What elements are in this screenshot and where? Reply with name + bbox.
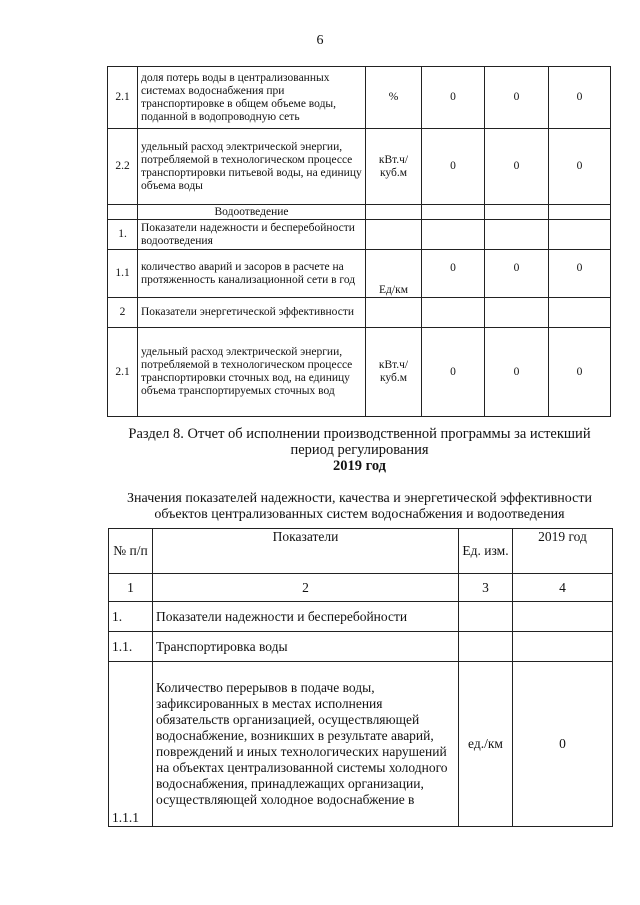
reliability-indicators-table bbox=[108, 528, 613, 827]
value-cell: 0 bbox=[549, 67, 611, 129]
value-cell: 0 bbox=[422, 328, 485, 417]
value-cell: 0 bbox=[485, 129, 549, 205]
indicator-text: Показатели надежности и бесперебойности bbox=[153, 602, 459, 632]
table-row bbox=[109, 602, 613, 632]
row-number: 2 bbox=[108, 298, 138, 328]
indicator-text: Транспортировка воды bbox=[153, 632, 459, 662]
value-cell bbox=[485, 205, 549, 220]
value-cell: 0 bbox=[513, 662, 613, 827]
table-row bbox=[108, 220, 611, 250]
row-number: 1. bbox=[108, 220, 138, 250]
header-num: № п/п bbox=[109, 529, 153, 574]
table-row bbox=[108, 298, 611, 328]
unit-cell bbox=[366, 298, 422, 328]
value-cell bbox=[513, 602, 613, 632]
indicator-text: количество аварий и засоров в расчете на протяженность канализационной сети в год bbox=[138, 250, 366, 298]
value-cell bbox=[549, 298, 611, 328]
table-row bbox=[109, 662, 613, 827]
value-cell: 0 bbox=[485, 328, 549, 417]
row-number: 2.1 bbox=[108, 328, 138, 417]
indicator-text: удельный расход электрической энергии, потребляемой в технологическом процессе транспортировки питьевой воды, на единицу объема воды bbox=[138, 129, 366, 205]
value-cell: 0 bbox=[422, 250, 485, 298]
unit-cell: ед./км bbox=[459, 662, 513, 827]
row-number: 1.1. bbox=[109, 632, 153, 662]
column-number: 2 bbox=[153, 574, 459, 602]
value-cell bbox=[485, 220, 549, 250]
value-cell bbox=[485, 298, 549, 328]
indicator-text: Показатели энергетической эффективности bbox=[138, 298, 366, 328]
indicator-text: Количество перерывов в подаче воды, зафиксированных в местах исполнения обязательств организацией, осуществляющей водоснабжение, возникших в результате аварий, повреждений и иных технологических нарушений на объектах централизованной системы холодного водоснабжения, принадлежащих организации, осуществляющей холодное водоснабжение в bbox=[153, 662, 459, 827]
row-number bbox=[108, 205, 138, 220]
header-indicator: Показатели bbox=[153, 529, 459, 574]
row-number: 1.1 bbox=[108, 250, 138, 298]
section-label: Водоотведение bbox=[138, 205, 366, 220]
row-number: 1. bbox=[109, 602, 153, 632]
column-number: 3 bbox=[459, 574, 513, 602]
section-year: 2019 год bbox=[332, 458, 386, 474]
section-title bbox=[108, 426, 611, 474]
header-row bbox=[109, 529, 613, 574]
value-cell: 0 bbox=[422, 67, 485, 129]
unit-cell bbox=[366, 220, 422, 250]
value-cell: 0 bbox=[549, 129, 611, 205]
table-row bbox=[108, 129, 611, 205]
indicators-table-continued bbox=[107, 66, 611, 417]
table-row bbox=[108, 328, 611, 417]
column-number: 1 bbox=[109, 574, 153, 602]
table-caption: Значения показателей надежности, качества и энергетической эффективности объектов централизованных систем водоснабжения и водоотведения bbox=[127, 491, 592, 522]
table-row bbox=[108, 250, 611, 298]
table-row bbox=[109, 632, 613, 662]
unit-cell: кВт.ч/ куб.м bbox=[366, 129, 422, 205]
value-cell: 0 bbox=[485, 250, 549, 298]
header-year: 2019 год bbox=[513, 529, 613, 574]
value-cell: 0 bbox=[422, 129, 485, 205]
indicator-text: доля потерь воды в централизованных системах водоснабжения при транспортировке в общем объеме воды, поданной в водопроводную сеть bbox=[138, 67, 366, 129]
unit-cell: % bbox=[366, 67, 422, 129]
column-numbers-row bbox=[109, 574, 613, 602]
row-number: 2.2 bbox=[108, 129, 138, 205]
page-number: 6 bbox=[316, 33, 324, 48]
column-number: 4 bbox=[513, 574, 613, 602]
unit-cell bbox=[459, 602, 513, 632]
unit-cell bbox=[459, 632, 513, 662]
unit-cell: кВт.ч/ куб.м bbox=[366, 328, 422, 417]
indicator-text: Показатели надежности и бесперебойности водоотведения bbox=[138, 220, 366, 250]
value-cell bbox=[422, 298, 485, 328]
value-cell bbox=[549, 220, 611, 250]
section-title-text: Раздел 8. Отчет об исполнении производственной программы за истекший период регулирования bbox=[128, 426, 591, 458]
header-unit: Ед. изм. bbox=[459, 529, 513, 574]
section-row bbox=[108, 205, 611, 220]
indicator-text: удельный расход электрической энергии, потребляемой в технологическом процессе транспортировки сточных вод, на единицу объема транспортируемых сточных вод bbox=[138, 328, 366, 417]
table-row bbox=[108, 67, 611, 129]
row-number: 1.1.1 bbox=[109, 662, 153, 827]
value-cell bbox=[549, 205, 611, 220]
value-cell bbox=[422, 205, 485, 220]
unit-cell bbox=[366, 205, 422, 220]
value-cell: 0 bbox=[485, 67, 549, 129]
unit-cell: Ед/км bbox=[366, 250, 422, 298]
value-cell: 0 bbox=[549, 328, 611, 417]
value-cell bbox=[422, 220, 485, 250]
value-cell: 0 bbox=[549, 250, 611, 298]
value-cell bbox=[513, 632, 613, 662]
row-number: 2.1 bbox=[108, 67, 138, 129]
